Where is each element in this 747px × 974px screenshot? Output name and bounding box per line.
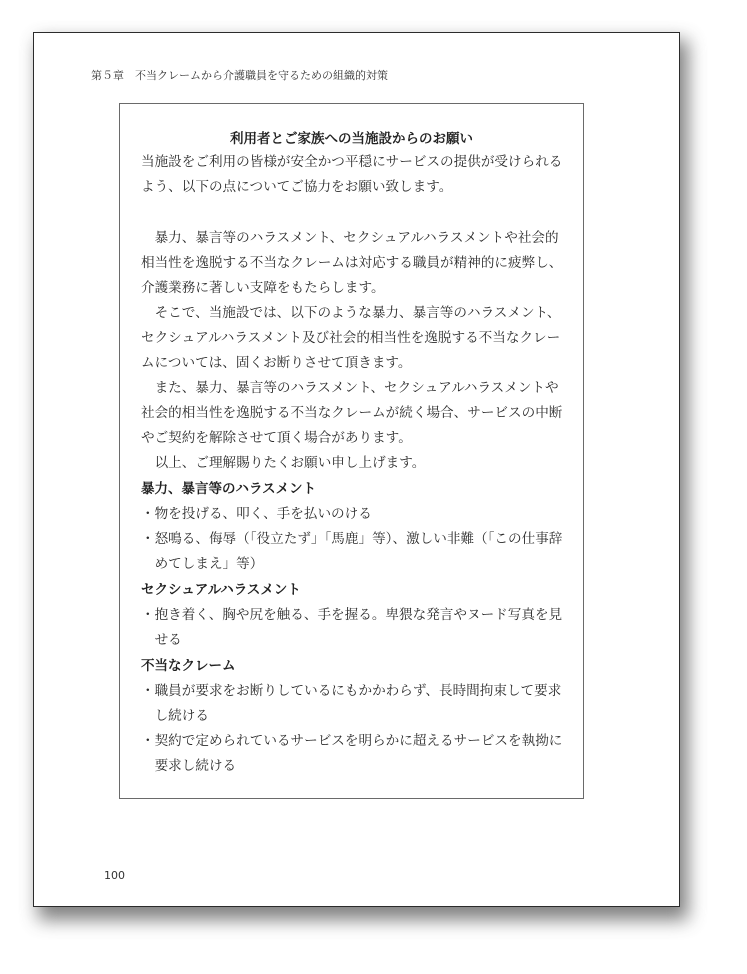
list-item: ・怒鳴る、侮辱（「役立たず」「馬鹿」等）、激しい非難（「この仕事辞: [141, 531, 563, 547]
book-page: [33, 32, 680, 907]
notice-box: [119, 103, 584, 799]
list-item: 要求し続ける: [141, 758, 237, 774]
body-line: セクシュアルハラスメント及び社会的相当性を逸脱する不当なクレー: [141, 330, 561, 346]
list-item: ・契約で定められているサービスを明らかに超えるサービスを執拗に: [141, 733, 563, 749]
body-line: そこで、当施設では、以下のような暴力、暴言等のハラスメント、: [141, 305, 561, 321]
body-line: また、暴力、暴言等のハラスメント、セクシュアルハラスメントや: [141, 380, 559, 396]
list-item: ・職員が要求をお断りしているにもかかわらず、長時間拘束して要求: [141, 683, 562, 699]
running-head: 第５章 不当クレームから介護職員を守るための組織的対策: [91, 69, 388, 82]
body-line: 社会的相当性を逸脱する不当なクレームが続く場合、サービスの中断: [141, 405, 563, 421]
notice-title: 利用者とご家族への当施設からのお願い: [230, 131, 473, 147]
intro-line: 当施設をご利用の皆様が安全かつ平穏にサービスの提供が受けられる: [141, 154, 563, 170]
list-item: ・物を投げる、叩く、手を払いのける: [141, 506, 372, 522]
list-item: し続ける: [141, 708, 209, 724]
body-line: 暴力、暴言等のハラスメント、セクシュアルハラスメントや社会的: [141, 230, 559, 246]
body-line: ムについては、固くお断りさせて頂きます。: [141, 355, 412, 371]
body-line: 介護業務に著しい支障をもたらします。: [141, 280, 385, 296]
list-item: ・抱き着く、胸や尻を触る、手を握る。卑猥な発言やヌード写真を見: [141, 607, 563, 623]
section-heading-violence: 暴力、暴言等のハラスメント: [141, 481, 317, 497]
body-line: やご契約を解除させて頂く場合があります。: [141, 430, 412, 446]
body-line: 相当性を逸脱する不当なクレームは対応する職員が精神的に疲弊し、: [141, 255, 563, 271]
section-heading-sexual-harassment: セクシュアルハラスメント: [141, 582, 301, 598]
section-heading-unfair-claims: 不当なクレーム: [141, 658, 236, 674]
list-item: せる: [141, 632, 182, 648]
list-item: めてしまえ」等）: [141, 556, 264, 572]
body-line: 以上、ご理解賜りたくお願い申し上げます。: [141, 455, 426, 471]
intro-line: よう、以下の点についてご協力をお願い致します。: [141, 179, 453, 195]
page-number: 100: [104, 869, 125, 882]
